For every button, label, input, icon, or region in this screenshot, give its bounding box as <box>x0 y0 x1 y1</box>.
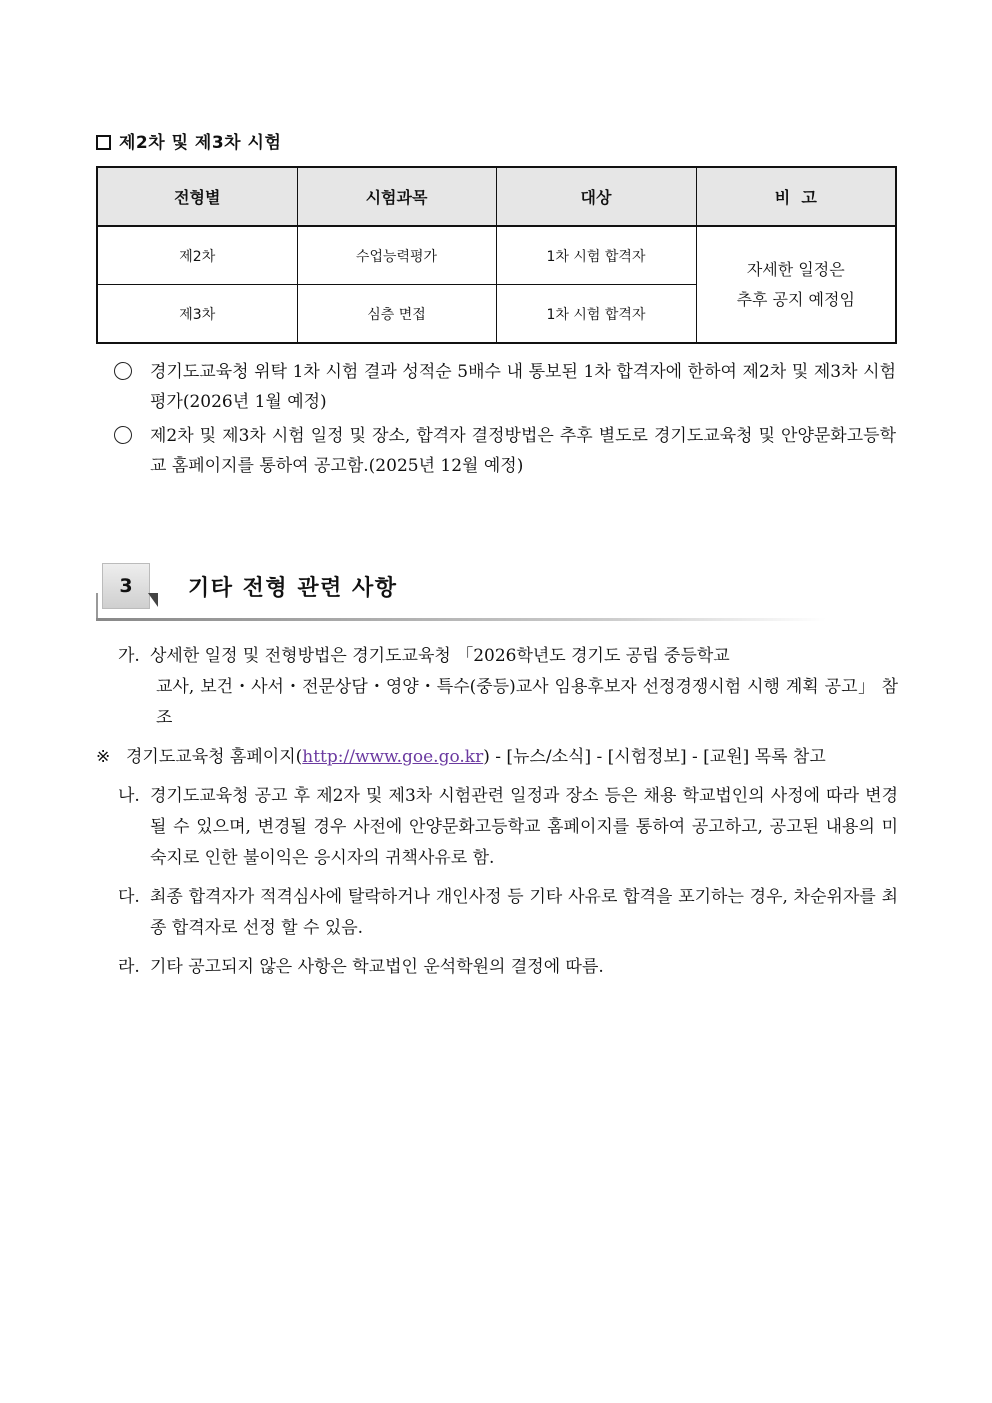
section-3-header <box>96 563 826 623</box>
item-marker: 다. <box>118 887 140 907</box>
section-title: 기타 전형 관련 사항 <box>188 576 398 601</box>
header-underline <box>96 618 826 621</box>
reference-note <box>96 742 898 773</box>
list-item <box>96 641 898 734</box>
table-cell: 1차 시험 합격자 <box>496 226 696 285</box>
note-line: 자세한 일정은 <box>746 259 845 279</box>
section-3-body <box>96 641 898 991</box>
section-number-badge: 3 <box>102 563 150 609</box>
list-item <box>96 882 898 944</box>
table-header-cell: 비 고 <box>696 167 896 226</box>
checkbox-square-icon <box>96 135 111 150</box>
table-header-cell: 전형별 <box>97 167 297 226</box>
item-text: 상세한 일정 및 전형방법은 경기도교육청 「2026학년도 경기도 공립 중등학교 <box>150 646 730 666</box>
table-cell: 1차 시험 합격자 <box>496 285 696 344</box>
item-text: 경기도교육청 공고 후 제2자 및 제3차 시험관련 일정과 장소 등은 채용 학교법인의 사정에 따라 변경될 수 있으며, 변경될 경우 사전에 안양문화고등학교 홈페이지를 통하여 공고하고, 공고된 내용의 미숙지로 인한 불이익은 응시자의 귀책사유로 함. <box>150 786 898 868</box>
table-header-row <box>97 167 896 226</box>
circle-bullet-icon <box>114 426 132 444</box>
table-note-cell <box>696 226 896 343</box>
table-cell: 제2차 <box>97 226 297 285</box>
table-row <box>97 226 896 285</box>
note-line: 추후 공지 예정임 <box>736 289 855 309</box>
note-text: 경기도교육청 위탁 1차 시험 결과 성적순 5배수 내 통보된 1차 합격자에 한하여 제2차 및 제3차 시험 평가(2026년 1월 예정) <box>150 362 896 412</box>
section-heading-text: 제2차 및 제3차 시험 <box>119 133 282 153</box>
list-item <box>114 357 896 417</box>
item-marker: 가. <box>118 646 140 666</box>
reference-marker: ※ <box>96 747 111 767</box>
item-text: 교사, 보건・사서・전문상담・영양・특수(중등)교사 임용후보자 선정경쟁시험 시행 계획 공고」 참조 <box>156 677 898 728</box>
circle-bullet-icon <box>114 362 132 380</box>
section-heading <box>96 128 281 153</box>
reference-prefix: 경기도교육청 홈페이지( <box>126 747 303 767</box>
item-text: 최종 합격자가 적격심사에 탈락하거나 개인사정 등 기타 사유로 합격을 포기하는 경우, 차순위자를 최종 합격자로 선정 할 수 있음. <box>150 887 898 938</box>
item-marker: 라. <box>118 957 140 977</box>
table-header-cell: 시험과목 <box>297 167 496 226</box>
table-cell: 심층 면접 <box>297 285 496 344</box>
item-text: 기타 공고되지 않은 사항은 학교법인 운석학원의 결정에 따름. <box>150 957 604 977</box>
triangle-decoration-icon <box>148 593 158 607</box>
notes-list <box>114 357 896 485</box>
table-cell: 수업능력평가 <box>297 226 496 285</box>
table-cell: 제3차 <box>97 285 297 344</box>
exam-schedule-table <box>96 166 897 344</box>
homepage-link[interactable]: http://www.goe.go.kr <box>302 747 484 767</box>
list-item <box>96 952 898 983</box>
note-text: 제2차 및 제3차 시험 일정 및 장소, 합격자 결정방법은 추후 별도로 경기도교육청 및 안양문화고등학교 홈페이지를 통하여 공고함.(2025년 12월 예정) <box>150 426 896 476</box>
list-item <box>114 421 896 481</box>
reference-suffix: ) - [뉴스/소식] - [시험정보] - [교원] 목록 참고 <box>483 747 826 767</box>
item-marker: 나. <box>118 786 140 806</box>
table-header-cell: 대상 <box>496 167 696 226</box>
list-item <box>96 781 898 874</box>
